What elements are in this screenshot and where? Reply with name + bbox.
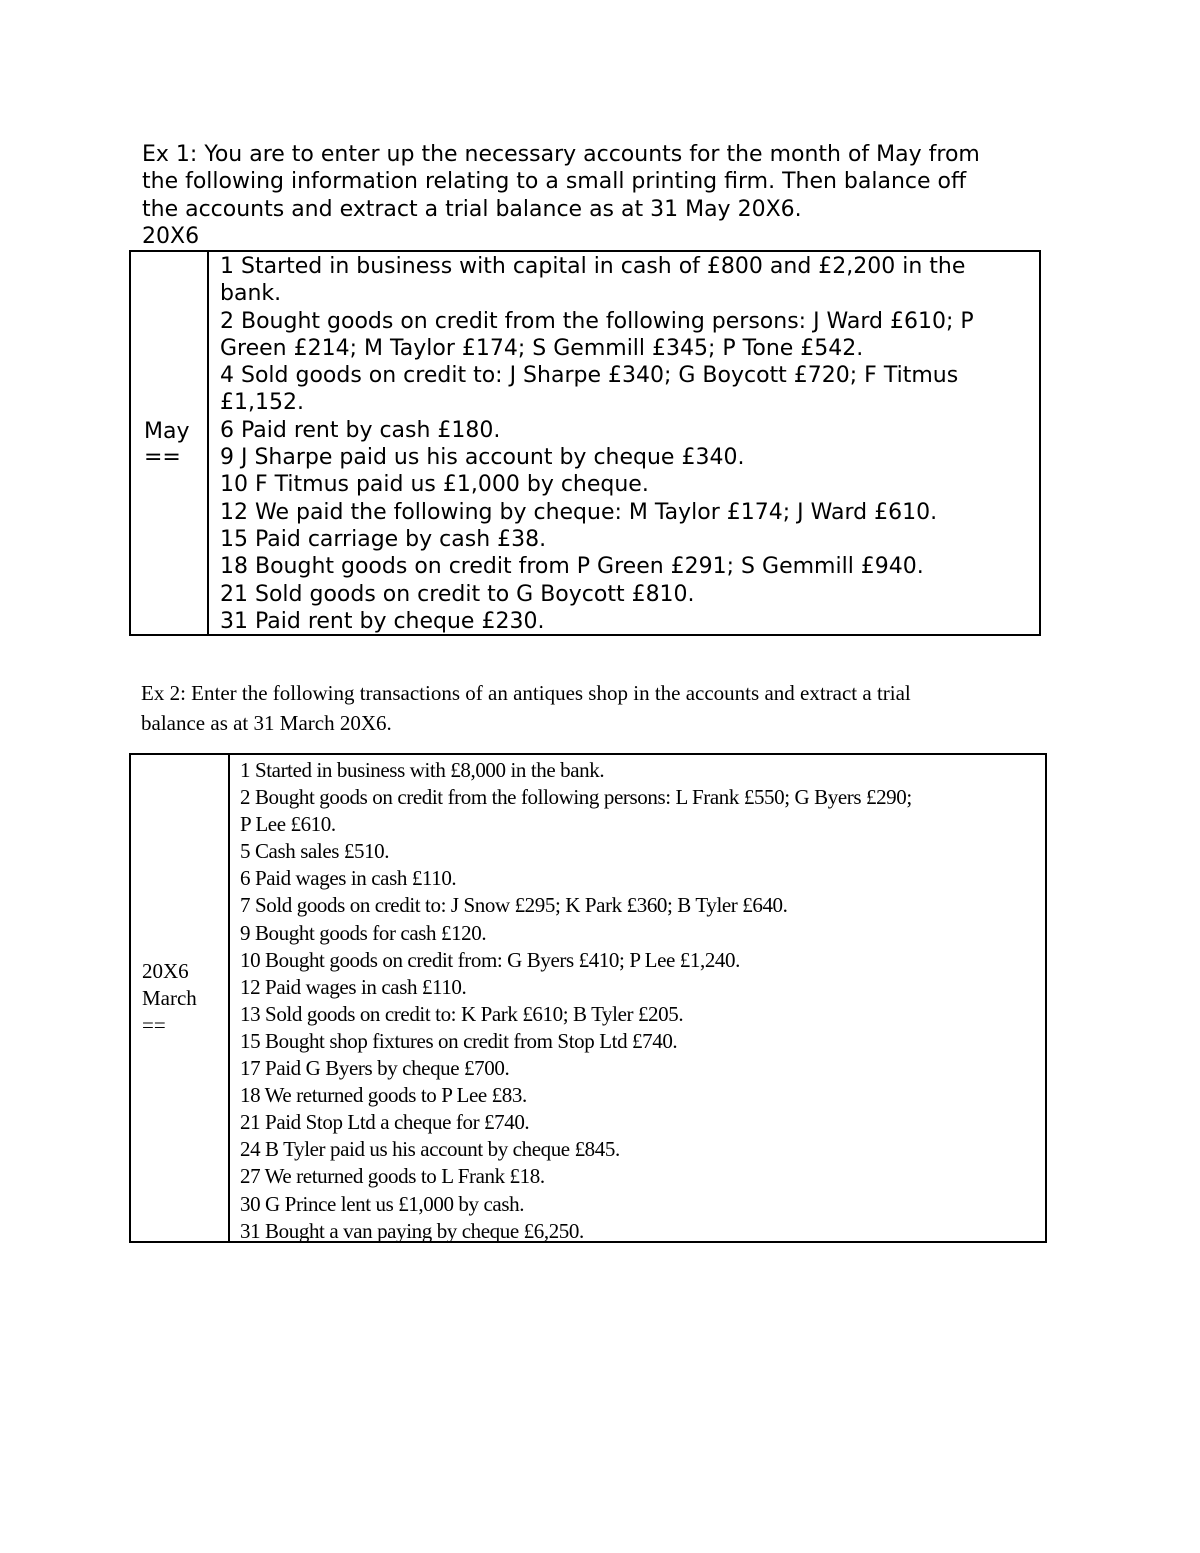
ex1-transaction-line: 9 J Sharpe paid us his account by cheque £340. [220,445,745,471]
ex1-transaction-line: £1,152. [220,390,304,416]
ex2-transaction-line: 30 G Prince lent us £1,000 by cash. [240,1191,525,1216]
ex2-date-cell [131,755,230,1241]
ex1-transaction-line: Green £214; M Taylor £174; S Gemmill £345; P Tone £542. [220,335,864,361]
ex1-transaction-line: 12 We paid the following by cheque: M Taylor £174; J Ward £610. [220,499,938,525]
ex2-transaction-line: 12 Paid wages in cash £110. [240,974,467,999]
ex1-transaction-line: 6 Paid rent by cash £180. [220,417,501,443]
ex1-instructions [142,141,1062,250]
ex2-month-marker: == [142,1012,166,1037]
ex1-transaction-line: 15 Paid carriage by cash £38. [220,526,547,552]
ex2-transaction-line: 15 Bought shop fixtures on credit from Stop Ltd £740. [240,1028,678,1053]
ex1-intro-line: the following information relating to a small printing firm. Then balance off [142,169,967,195]
ex1-month-cell [131,252,209,634]
ex2-transaction-line: 31 Bought a van paying by cheque £6,250. [240,1218,584,1243]
ex2-transactions-cell [230,755,1045,1241]
ex2-instructions [141,678,1061,738]
ex2-transaction-line: 7 Sold goods on credit to: J Snow £295; K Park £360; B Tyler £640. [240,893,788,918]
ex2-transaction-line: 17 Paid G Byers by cheque £700. [240,1056,510,1081]
ex2-transaction-line: 9 Bought goods for cash £120. [240,920,487,945]
ex2-transaction-line: 1 Started in business with £8,000 in the bank. [240,758,605,782]
ex1-transaction-line: 31 Paid rent by cheque £230. [220,608,545,634]
ex2-transaction-line: 21 Paid Stop Ltd a cheque for £740. [240,1110,530,1135]
ex2-transaction-line: 5 Cash sales £510. [240,839,390,864]
ex2-intro-line: Ex 2: Enter the following transactions of an antiques shop in the accounts and extract a trial [141,681,911,705]
ex1-transactions-cell [209,252,1039,634]
ex1-transaction-line: 21 Sold goods on credit to G Boycott £810. [220,581,695,607]
ex1-transactions-table [129,250,1041,636]
ex1-transaction-line: 18 Bought goods on credit from P Green £291; S Gemmill £940. [220,554,924,580]
ex1-transaction-line: 4 Sold goods on credit to: J Sharpe £340; G Boycott £720; F Titmus [220,363,959,389]
ex1-transaction-line: 10 F Titmus paid us £1,000 by cheque. [220,472,649,498]
ex1-intro-line: Ex 1: You are to enter up the necessary accounts for the month of May from [142,142,980,167]
ex1-month-label: May [144,419,190,444]
ex1-transaction-line: 2 Bought goods on credit from the following persons: J Ward £610; P [220,308,974,334]
ex2-month-label: March [142,985,197,1010]
ex2-transactions-table [129,753,1047,1243]
ex1-intro-line: the accounts and extract a trial balance as at 31 May 20X6. [142,196,802,222]
ex2-transaction-line: 24 B Tyler paid us his account by cheque £845. [240,1137,620,1162]
ex2-transaction-line: P Lee £610. [240,812,336,837]
ex2-transaction-line: 2 Bought goods on credit from the following persons: L Frank £550; G Byers £290; [240,785,912,810]
ex2-intro-line: balance as at 31 March 20X6. [141,711,392,735]
ex2-transaction-line: 10 Bought goods on credit from: G Byers £410; P Lee £1,240. [240,947,740,972]
ex2-transaction-line: 18 We returned goods to P Lee £83. [240,1083,527,1108]
ex1-transaction-line: bank. [220,281,282,307]
ex2-transaction-line: 6 Paid wages in cash £110. [240,866,457,891]
ex2-year-label: 20X6 [142,958,189,983]
ex1-year-label: 20X6 [142,223,200,249]
ex1-month-marker: == [144,445,181,470]
ex1-transaction-line: 1 Started in business with capital in cash of £800 and £2,200 in the [220,254,966,279]
ex2-transaction-line: 27 We returned goods to L Frank £18. [240,1164,545,1189]
ex2-transaction-line: 13 Sold goods on credit to: K Park £610; B Tyler £205. [240,1001,684,1026]
